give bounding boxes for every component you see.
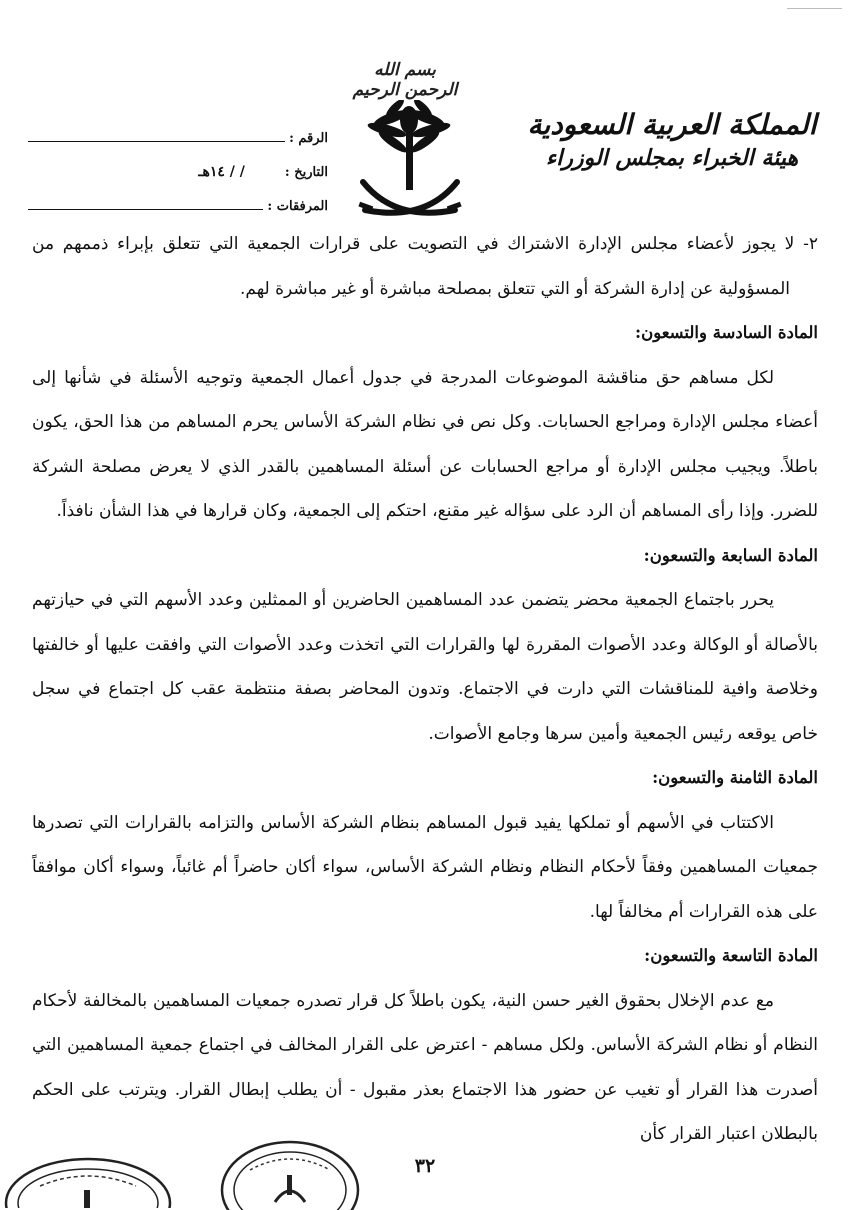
date-value: / / ١٤هـ <box>198 164 245 180</box>
attachments-line <box>28 208 263 210</box>
article-96-heading: المادة السادسة والتسعون: <box>634 323 818 342</box>
top-edge-line <box>787 8 842 9</box>
article-99-text: مع عدم الإخلال بحقوق الغير حسن النية، يكون باطلاً كل قرار تصدره جمعيات المساهمين بالمخالفة لأحكام النظام أو نظام الشركة الأساس. ولكل مساهم - اعترض على القرار المخالف في اجتماع جمعية المساهمين التي أصدرت هذا القرار أو تغيب عن حضور هذا الاجتماع بعذر مقبول - أن يطلب إبطال القرار. ويترتب على الحكم بالبطلان اعتبار القرار كأن <box>32 990 818 1144</box>
seal-stamp-icon <box>215 1130 365 1210</box>
document-body <box>32 222 818 1157</box>
attachments-row <box>28 180 328 214</box>
agency-name: هيئة الخبراء بمجلس الوزراء <box>545 144 799 171</box>
reference-row <box>28 112 328 146</box>
letterhead-title <box>522 108 822 175</box>
page-number: ٣٢ <box>414 1155 436 1177</box>
attachments-label: المرفقات : <box>267 199 328 214</box>
date-row <box>28 146 328 180</box>
article-96-text: لكل مساهم حق مناقشة الموضوعات المدرجة في جدول أعمال الجمعية وتوجيه الأسئلة في شأنها إلى أعضاء مجلس الإدارة ومراجع الحسابات. وكل نص في نظام الشركة الأساس يحرم المساهم من هذا الحق، يكون باطلاً. ويجيب مجلس الإدارة أو مراجع الحسابات عن أسئلة المساهمين بالقدر الذي لا يعرض مصلحة الشركة للضرر. وإذا رأى المساهم أن الرد على سؤاله غير مقنع، احتكم إلى الجمعية، وكان قرارها في هذا الشأن نافذاً. <box>32 367 818 521</box>
basmala: بسم الله الرحمن الرحيم <box>352 60 458 100</box>
reference-label: الرقم : <box>289 131 328 146</box>
article-99-heading: المادة التاسعة والتسعون: <box>644 946 818 965</box>
reference-line <box>28 140 285 142</box>
saudi-emblem-icon <box>355 100 465 230</box>
article-97-heading: المادة السابعة والتسعون: <box>643 545 818 565</box>
article-98-heading: المادة الثامنة والتسعون: <box>652 768 818 787</box>
official-stamp-icon <box>0 1138 175 1208</box>
list-item-2: ٢- لا يجوز لأعضاء مجلس الإدارة الاشتراك في التصويت على قرارات الجمعية التي تتعلق بإبراء ذممهم من المسؤولية عن إدارة الشركة أو التي تتعلق بمصلحة مباشرة أو غير مباشرة لهم. <box>32 234 818 299</box>
reference-block <box>28 112 328 214</box>
date-label: التاريخ : <box>284 165 328 180</box>
article-98-text: الاكتتاب في الأسهم أو تملكها يفيد قبول المساهم بنظام الشركة الأساس والتزامه بالقرارات التي تصدرها جمعيات المساهمين وفقاً لأحكام النظام ونظام الشركة الأساس، سواء أكان حاضراً أم غائباً، وسواء أكان موافقاً على هذه القرارات أم مخالفاً لها. <box>32 812 818 922</box>
article-97-text: يحرر باجتماع الجمعية محضر يتضمن عدد المساهمين الحاضرين أو الممثلين وعدد الأسهم التي في حيازتهم بالأصالة أو الوكالة وعدد الأصوات المقررة لها والقرارات التي اتخذت وعدد الأصوات التي وافقت عليها أو خالفتها وخلاصة وافية للمناقشات التي دارت في الاجتماع. وتدون المحاضر بصفة منتظمة عقب كل اجتماع في سجل خاص يوقعه رئيس الجمعية وأمين سرها وجامع الأصوات. <box>32 590 818 744</box>
kingdom-name: المملكة العربية السعودية <box>527 108 817 141</box>
